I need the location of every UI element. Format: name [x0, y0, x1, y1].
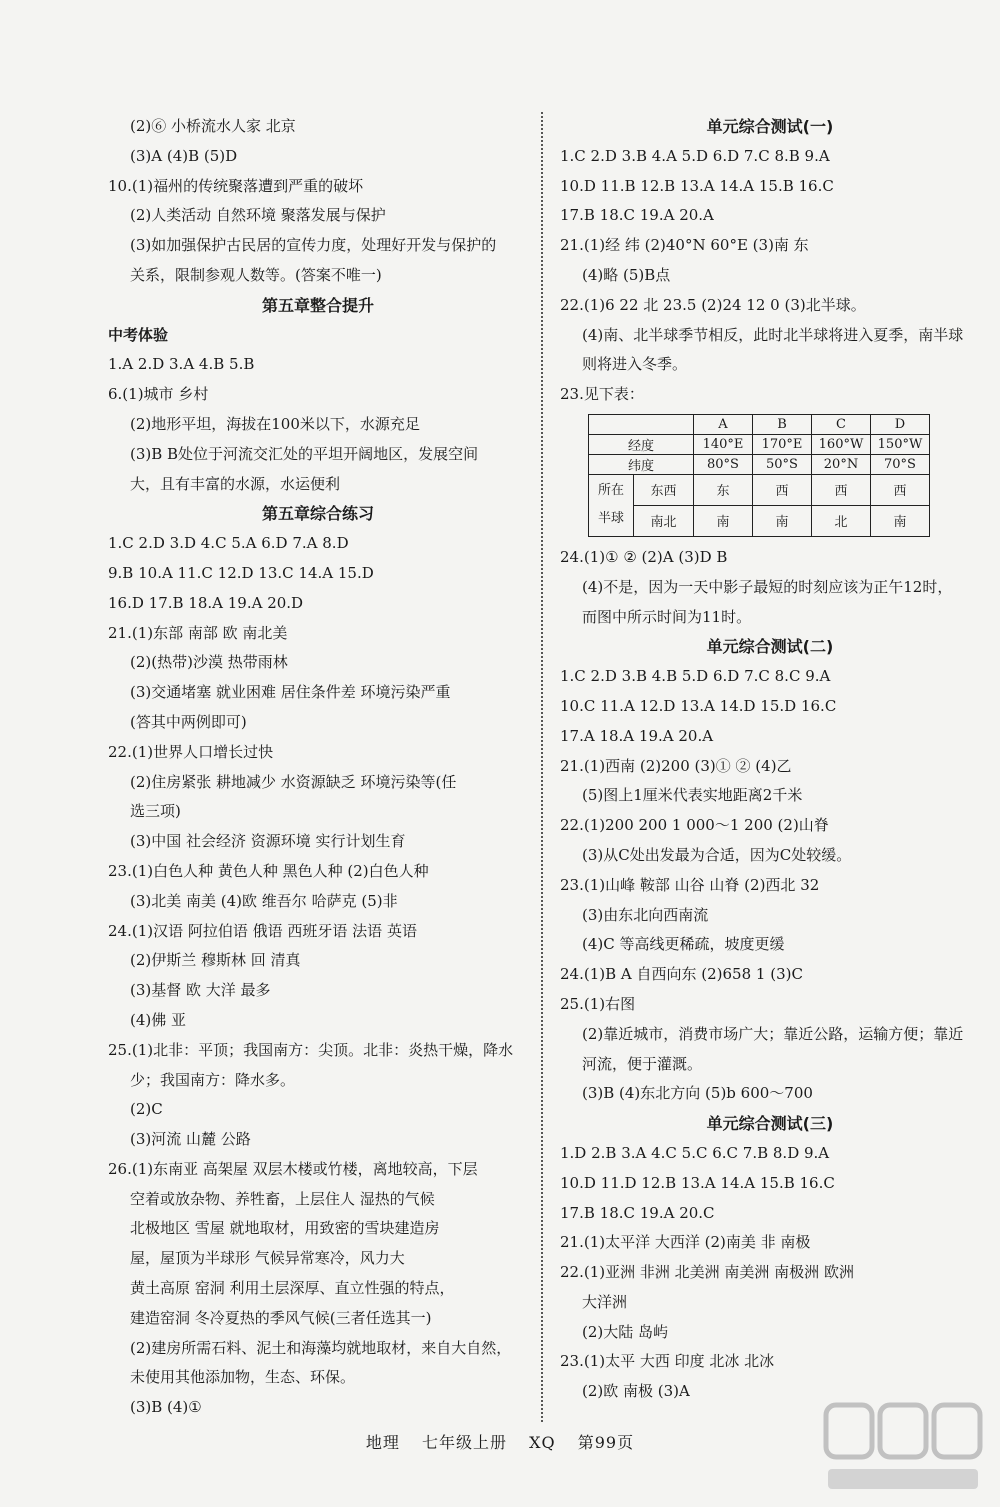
answer-line: 黄土高原 窑洞 利用土层深厚、直立性强的特点，: [130, 1279, 455, 1298]
answer-line: 未使用其他添加物，生态、环保。: [130, 1368, 356, 1387]
answer-line: (答其中两例即可): [130, 712, 247, 731]
answer-line: 选三项): [130, 802, 181, 821]
watermark-logo: [818, 1395, 988, 1495]
table-cell: 西: [871, 474, 930, 505]
section-heading: 单元综合测试(三): [706, 1114, 834, 1134]
answer-line: (3)中国 社会经济 资源环境 实行计划生育: [130, 832, 406, 851]
answer-line: 21.(1)东部 南部 欧 南北美: [108, 623, 288, 642]
right-column-bottom: [560, 543, 980, 1407]
answer-line: 北极地区 雪屋 就地取材，用致密的雪块建造房: [130, 1219, 440, 1238]
answer-line: (2)(热带)沙漠 热带雨林: [130, 653, 288, 672]
answer-line: (3)如加强保护古民居的宣传力度，处理好开发与保护的: [130, 236, 497, 255]
answer-line: 17.A 18.A 19.A 20.A: [560, 726, 714, 745]
answer-line: (3)B (4)东北方向 (5)b 600～700: [582, 1084, 813, 1103]
answer-line: 1.D 2.B 3.A 4.C 5.C 6.C 7.B 8.D 9.A: [560, 1143, 830, 1162]
table-cell: B: [753, 414, 812, 434]
answer-line: 则将进入冬季。: [582, 355, 688, 374]
answer-line: (4)不是，因为一天中影子最短的时刻应该为正午12时，: [582, 577, 953, 596]
answer-line: 10.(1)福州的传统聚落遭到严重的破坏: [108, 176, 364, 195]
table-cell: 北: [812, 505, 871, 536]
answer-line: 17.B 18.C 19.A 20.C: [560, 1203, 715, 1222]
table-group-label-line: 半球: [597, 511, 624, 527]
answer-line: (3)从C处出发最为合适，因为C处较缓。: [582, 845, 852, 864]
table-cell: 东: [694, 474, 753, 505]
right-column: [560, 112, 980, 1407]
answer-line: 23.(1)山峰 鞍部 山谷 山脊 (2)西北 32: [560, 875, 820, 894]
answer-line: 9.B 10.A 11.C 12.D 13.C 14.A 15.D: [108, 563, 374, 582]
answer-line: 23.(1)太平 大西 印度 北冰 北冰: [560, 1352, 775, 1371]
answer-line: (4)略 (5)B点: [582, 265, 671, 284]
hemisphere-table-wrap: [588, 414, 980, 537]
table-cell: 西: [753, 474, 812, 505]
answer-line: (2)住房紧张 耕地减少 水资源缺乏 环境污染等(任: [130, 772, 457, 791]
table-cell: 50°S: [753, 454, 812, 474]
answer-line: 21.(1)西南 (2)200 (3)① ② (4)乙: [560, 756, 792, 775]
answer-line: 23.见下表：: [560, 385, 644, 404]
answer-line: 21.(1)经 纬 (2)40°N 60°E (3)南 东: [560, 236, 809, 255]
section-heading: 单元综合测试(二): [706, 637, 834, 657]
answer-line: (3)A (4)B (5)D: [130, 146, 238, 165]
table-cell: C: [812, 414, 871, 434]
answer-line: 河流，便于灌溉。: [582, 1054, 703, 1073]
answer-line: 大洋洲: [582, 1292, 628, 1311]
table-cell: 150°W: [871, 434, 930, 454]
answer-line: 24.(1)① ② (2)A (3)D B: [560, 547, 728, 566]
answer-line: 少；我国南方：降水多。: [130, 1070, 296, 1089]
answer-line: 空着或放杂物、养牲畜，上层住人 湿热的气候: [130, 1189, 435, 1208]
table-cell: D: [871, 414, 930, 434]
answer-line: (4)C 等高线更稀疏，坡度更缓: [582, 935, 785, 954]
answer-line: (4)南、北半球季节相反，此时北半球将进入夏季，南半球: [582, 325, 964, 344]
answer-line: 24.(1)汉语 阿拉伯语 俄语 西班牙语 法语 英语: [108, 921, 417, 940]
table-row: [589, 454, 930, 474]
answer-line: 1.A 2.D 3.A 4.B 5.B: [108, 355, 255, 374]
table-cell: 西: [812, 474, 871, 505]
answer-line: 1.C 2.D 3.B 4.A 5.D 6.D 7.C 8.B 9.A: [560, 146, 830, 165]
answer-line: 屋，屋顶为半球形 气候异常寒冷，风力大: [130, 1249, 405, 1268]
answer-line: 1.C 2.D 3.B 4.B 5.D 6.D 7.C 8.C 9.A: [560, 667, 831, 686]
subsection-heading: 中考体验: [108, 325, 169, 344]
answer-line: 22.(1)亚洲 非洲 北美洲 南美洲 南极洲 欧洲: [560, 1263, 854, 1282]
answer-line: (3)交通堵塞 就业困难 居住条件差 环境污染严重: [130, 683, 451, 702]
table-cell: 170°E: [753, 434, 812, 454]
answer-line: 25.(1)右图: [560, 994, 636, 1013]
table-row-label: 东西: [634, 474, 694, 505]
table-cell: 南: [694, 505, 753, 536]
answer-line: (2)⑥ 小桥流水人家 北京: [130, 117, 296, 135]
answer-line: 10.C 11.A 12.D 13.A 14.D 15.D 16.C: [560, 696, 837, 715]
answer-line: (3)北美 南美 (4)欧 维吾尔 哈萨克 (5)非: [130, 891, 398, 910]
answer-line: 6.(1)城市 乡村: [108, 385, 209, 404]
answer-line: 10.D 11.D 12.B 13.A 14.A 15.B 16.C: [560, 1173, 835, 1192]
table-row: [589, 505, 930, 536]
answer-line: 24.(1)B A 自西向东 (2)658 1 (3)C: [560, 965, 803, 984]
column-divider: [541, 112, 543, 1422]
answer-line: 10.D 11.B 12.B 13.A 14.A 15.B 16.C: [560, 176, 834, 195]
table-cell: 南: [753, 505, 812, 536]
table-cell: 20°N: [812, 454, 871, 474]
table-row-label: 南北: [634, 505, 694, 536]
answer-line: (2)靠近城市，消费市场广大；靠近公路，运输方便；靠近: [582, 1024, 964, 1043]
table-row: [589, 434, 930, 454]
answer-line: 26.(1)东南亚 高架屋 双层木楼或竹楼，离地较高，下层: [108, 1159, 478, 1178]
answer-line: (2)建房所需石料、泥土和海藻均就地取材，来自大自然，: [130, 1338, 512, 1357]
answer-line: 17.B 18.C 19.A 20.A: [560, 206, 714, 225]
answer-line: 23.(1)白色人种 黄色人种 黑色人种 (2)白色人种: [108, 861, 429, 880]
answer-line: (2)大陆 岛屿: [582, 1322, 669, 1341]
answer-line: (3)由东北向西南流: [582, 905, 709, 924]
table-cell: A: [694, 414, 753, 434]
answer-line: 而图中所示时间为11时。: [582, 607, 752, 626]
footer-page-number: 第99页: [577, 1433, 635, 1452]
answer-line: (2)地形平坦，海拔在100米以下，水源充足: [130, 414, 420, 433]
hemisphere-table: [588, 414, 930, 537]
section-heading: 第五章整合提升: [261, 295, 374, 315]
answer-line: 21.(1)太平洋 大西洋 (2)南美 非 南极: [560, 1233, 811, 1252]
table-row: [589, 474, 930, 505]
answer-line: (5)图上1厘米代表实地距离2千米: [582, 786, 803, 805]
answer-line: 22.(1)6 22 北 23.5 (2)24 12 0 (3)北半球。: [560, 295, 866, 314]
footer-edition: XQ: [529, 1433, 556, 1452]
answer-line: (4)佛 亚: [130, 1010, 187, 1029]
table-cell: 70°S: [871, 454, 930, 474]
answer-line: 22.(1)世界人口增长过快: [108, 742, 274, 761]
table-cell: 南: [871, 505, 930, 536]
answer-line: 关系，限制参观人数等。(答案不唯一): [130, 265, 382, 284]
answer-line: (3)B B处位于河流交汇处的平坦开阔地区，发展空间: [130, 444, 479, 463]
table-cell: 160°W: [812, 434, 871, 454]
footer-grade: 七年级上册: [422, 1433, 508, 1452]
answer-line: (3)基督 欧 大洋 最多: [130, 981, 271, 1000]
answer-line: (2)C: [130, 1100, 163, 1119]
section-heading: 单元综合测试(一): [706, 117, 834, 136]
answer-line: 25.(1)北非：平顶；我国南方：尖顶。北非：炎热干燥，降水: [108, 1040, 514, 1059]
answer-line: (2)人类活动 自然环境 聚落发展与保护: [130, 206, 386, 225]
answer-line: (2)欧 南极 (3)A: [582, 1382, 690, 1401]
table-row-label: 纬度: [589, 454, 694, 474]
answer-line: 16.D 17.B 18.A 19.A 20.D: [108, 593, 304, 612]
answer-line: 22.(1)200 200 1 000～1 200 (2)山脊: [560, 816, 829, 835]
table-header-row: [589, 414, 930, 434]
answer-line: 建造窑洞 冬冷夏热的季风气候(三者任选其一): [130, 1308, 432, 1327]
answer-line: (3)B (4)①: [130, 1398, 202, 1417]
section-heading: 第五章综合练习: [261, 504, 374, 524]
table-cell: 140°E: [694, 434, 753, 454]
table-group-label: [589, 474, 634, 536]
answer-line: 1.C 2.D 3.D 4.C 5.A 6.D 7.A 8.D: [108, 534, 349, 553]
answer-line: (2)伊斯兰 穆斯林 回 清真: [130, 951, 301, 970]
footer-subject: 地理: [365, 1433, 400, 1452]
left-column: [108, 112, 528, 1423]
answer-line: 大，且有丰富的水源，水运便利: [130, 474, 341, 493]
answer-line: (3)河流 山麓 公路: [130, 1130, 251, 1149]
right-column-top: [560, 112, 980, 410]
table-cell: 80°S: [694, 454, 753, 474]
table-group-label-line: 所在: [597, 483, 624, 499]
table-row-label: 经度: [589, 434, 694, 454]
